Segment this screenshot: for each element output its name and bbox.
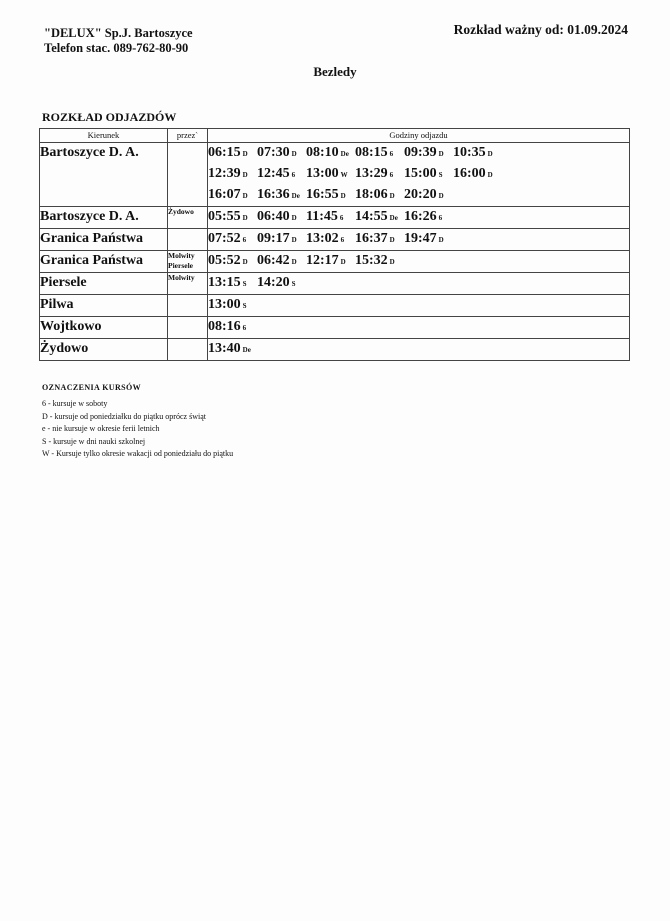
company-phone: Telefon stac. 089-762-80-90 — [44, 41, 189, 55]
via-cell — [168, 229, 208, 251]
departure-time: 13:40 — [208, 341, 241, 356]
departure-time: 16:07 — [208, 187, 241, 202]
table-row — [40, 229, 630, 251]
valid-from: Rozkład ważny od: 01.09.2024 — [453, 22, 628, 37]
departure-time: 12:45 — [257, 166, 290, 181]
direction-cell: Piersele — [40, 273, 168, 295]
departure-time: 16:00 — [453, 166, 486, 181]
times-line — [208, 164, 629, 185]
legend-items — [42, 398, 233, 460]
departure — [404, 184, 453, 206]
departure-note: D — [242, 192, 248, 200]
table-row — [40, 317, 630, 339]
departure-note: 6 — [340, 236, 345, 244]
times-cell — [208, 207, 630, 229]
departure — [208, 184, 257, 206]
legend-item: D - kursuje od poniedziałku do piątku oprócz świąt — [42, 411, 206, 421]
departure-time: 16:26 — [404, 209, 437, 224]
departure-note: D — [242, 171, 248, 179]
departure-time: 11:45 — [306, 209, 338, 224]
departure — [453, 142, 502, 164]
departure-time: 12:39 — [208, 166, 241, 181]
times-cell — [208, 317, 630, 339]
direction-cell: Granica Państwa — [40, 229, 168, 251]
departure-note: D — [340, 192, 346, 200]
times-cell — [208, 273, 630, 295]
direction-cell: Żydowo — [40, 339, 168, 361]
departure-time: 12:17 — [306, 253, 339, 268]
col-via: przez` — [168, 129, 208, 143]
departure-note: D — [340, 258, 346, 266]
times-cell — [208, 229, 630, 251]
departure-time: 09:39 — [404, 145, 437, 160]
direction-cell: Pilwa — [40, 295, 168, 317]
table-row — [40, 207, 630, 229]
timetable — [39, 128, 630, 361]
departure — [404, 206, 453, 228]
company-info — [44, 26, 193, 56]
direction-cell: Bartoszyce D. A. — [40, 207, 168, 229]
departure-note: S — [242, 280, 247, 288]
via-stop: Molwity — [168, 273, 195, 282]
departure — [404, 163, 453, 185]
departure-note: D — [389, 258, 395, 266]
company-name: "DELUX" Sp.J. Bartoszyce — [44, 26, 193, 40]
departure-time: 16:55 — [306, 187, 339, 202]
departure-time: 15:00 — [404, 166, 437, 181]
departure-note: De — [340, 150, 349, 158]
via-cell — [168, 251, 208, 273]
departure-time: 19:47 — [404, 231, 437, 246]
departure-note: S — [242, 302, 247, 310]
legend-item: e - nie kursuje w okresie ferii letnich — [42, 424, 160, 434]
via-cell — [168, 295, 208, 317]
departure-note: D — [389, 236, 395, 244]
departure-note: D — [242, 214, 248, 222]
direction-cell: Bartoszyce D. A. — [40, 143, 168, 207]
departure — [208, 250, 257, 272]
departure-note: 6 — [389, 150, 394, 158]
times-cell — [208, 143, 630, 207]
departure-time: 08:15 — [355, 145, 388, 160]
departure — [306, 228, 355, 250]
departure — [453, 163, 502, 185]
departure-note: D — [291, 258, 297, 266]
departure — [208, 163, 257, 185]
departure — [208, 228, 257, 250]
departure — [208, 272, 257, 294]
via-cell — [168, 207, 208, 229]
via-cell — [168, 339, 208, 361]
direction-cell: Wojtkowo — [40, 317, 168, 339]
departure — [257, 250, 306, 272]
departure — [208, 294, 257, 316]
departure — [257, 184, 306, 206]
departure-note: 6 — [291, 171, 296, 179]
departure-time: 14:55 — [355, 209, 388, 224]
departure-note: De — [389, 214, 398, 222]
departure — [257, 228, 306, 250]
departure-time: 16:36 — [257, 187, 290, 202]
departure-time: 05:55 — [208, 209, 241, 224]
departure — [208, 316, 257, 338]
departure-note: D — [291, 150, 297, 158]
direction-cell: Granica Państwa — [40, 251, 168, 273]
departure — [355, 228, 404, 250]
departure-time: 06:42 — [257, 253, 290, 268]
table-row — [40, 339, 630, 361]
departure-note: D — [242, 258, 248, 266]
times-line — [208, 207, 629, 228]
departure-note: D — [291, 214, 297, 222]
times-line — [208, 185, 629, 206]
departure — [306, 250, 355, 272]
departure — [257, 272, 306, 294]
times-line — [208, 273, 629, 294]
departure-time: 05:52 — [208, 253, 241, 268]
departure-note: De — [242, 346, 251, 354]
legend — [42, 382, 233, 460]
departure-note: 6 — [389, 171, 394, 179]
departure — [306, 184, 355, 206]
departure — [306, 206, 355, 228]
departure-note: De — [291, 192, 300, 200]
times-line — [208, 229, 629, 250]
via-cell — [168, 273, 208, 295]
table-row — [40, 251, 630, 273]
times-line — [208, 251, 629, 272]
via-stop: Żydowo — [168, 207, 194, 216]
departure-time: 13:00 — [306, 166, 339, 181]
departure-time: 07:30 — [257, 145, 290, 160]
departure-time: 18:06 — [355, 187, 388, 202]
col-direction: Kierunek — [40, 129, 168, 143]
legend-item: W - Kursuje tylko okresie wakacji od poniedziału do piątku — [42, 449, 234, 459]
times-cell — [208, 295, 630, 317]
departure — [355, 250, 404, 272]
departure-time: 08:16 — [208, 319, 241, 334]
departure — [306, 163, 355, 185]
departure-time: 13:29 — [355, 166, 388, 181]
departure — [208, 338, 257, 360]
departure — [355, 206, 404, 228]
departure-note: 6 — [438, 214, 443, 222]
departure — [257, 206, 306, 228]
departure-time: 20:20 — [404, 187, 437, 202]
departure-time: 13:02 — [306, 231, 339, 246]
departure-note: D — [438, 150, 444, 158]
departure-time: 10:35 — [453, 145, 486, 160]
section-title: ROZKŁAD ODJAZDÓW — [42, 110, 177, 124]
times-line — [208, 295, 629, 316]
departure-note: D — [487, 150, 493, 158]
departure — [257, 142, 306, 164]
legend-title: OZNACZENIA KURSÓW — [42, 383, 142, 392]
legend-item: 6 - kursuje w soboty — [42, 399, 108, 409]
departure-note: D — [242, 150, 248, 158]
departure-time: 15:32 — [355, 253, 388, 268]
departure-note: S — [438, 171, 443, 179]
departure-time: 07:52 — [208, 231, 241, 246]
departure-note: D — [438, 192, 444, 200]
departure-note: D — [291, 236, 297, 244]
table-row — [40, 273, 630, 295]
departure-note: W — [340, 171, 348, 179]
departure-time: 06:40 — [257, 209, 290, 224]
departure — [404, 228, 453, 250]
via-cell — [168, 317, 208, 339]
departure — [208, 206, 257, 228]
times-cell — [208, 251, 630, 273]
via-stop: Piersele — [168, 261, 193, 270]
departure — [208, 142, 257, 164]
col-times: Godziny odjazdu — [208, 129, 630, 143]
table-row — [40, 295, 630, 317]
departure — [355, 163, 404, 185]
departure-note: S — [291, 280, 296, 288]
departure-time: 16:37 — [355, 231, 388, 246]
table-row — [40, 143, 630, 207]
departure — [355, 184, 404, 206]
times-line — [208, 143, 629, 164]
departure-time: 14:20 — [257, 275, 290, 290]
departure-time: 13:00 — [208, 297, 241, 312]
departure-time: 13:15 — [208, 275, 241, 290]
departure-note: 6 — [339, 214, 344, 222]
departure — [306, 142, 355, 164]
departure-note: 6 — [242, 324, 247, 332]
departure-note: 6 — [242, 236, 247, 244]
times-line — [208, 317, 629, 338]
departure-time: 06:15 — [208, 145, 241, 160]
times-cell — [208, 339, 630, 361]
departure-time: 09:17 — [257, 231, 290, 246]
departure-note: D — [438, 236, 444, 244]
departure-note: D — [389, 192, 395, 200]
departure — [404, 142, 453, 164]
stop-name: Bezledy — [313, 64, 357, 79]
legend-item: S - kursuje w dni nauki szkolnej — [42, 436, 146, 446]
departure-note: D — [487, 171, 493, 179]
via-cell — [168, 143, 208, 207]
departure-time: 08:10 — [306, 145, 339, 160]
via-stop: Molwity — [168, 251, 195, 260]
departure — [257, 163, 306, 185]
departure — [355, 142, 404, 164]
times-line — [208, 339, 629, 360]
timetable-header — [40, 129, 630, 143]
